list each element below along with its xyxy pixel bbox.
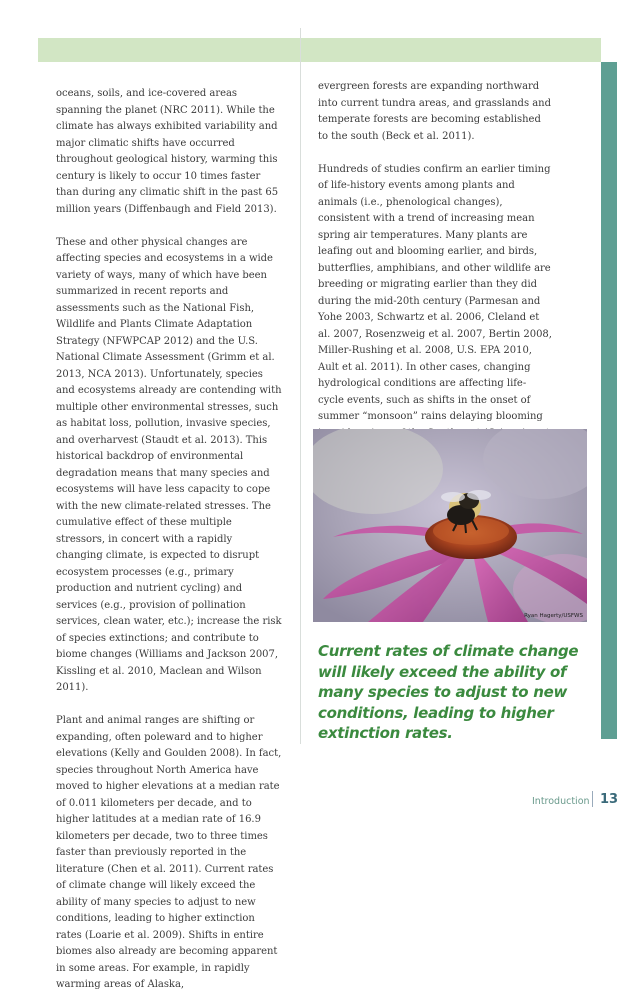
right-paragraph-2: Hundreds of studies confirm an earlier timing of life-history events among plants and animals (i.e., phenological changes), consistent with a trend of increasing mean spring air temperatures. Many plants are leafing out and blooming earlier, and birds, butterflies, amphibians, and other wildlife are breeding or migrating earlier than they did during the mid-20th century (Parmesan and Yohe 2003, Schwartz et al. 2006, Cleland et al. 2007, Rosenzweig et al. 2007, Bertin 2008, Miller-Rushing et al. 2008, U.S. EPA 2010, Ault et al. 2011). In other cases, changing hydrological conditions are affecting life-cycle events, such as shifts in the onset of summer “monsoon” rains delaying blooming [318, 163, 552, 422]
photo-illustration [313, 429, 587, 622]
right-paragraph-1: evergreen forests are expanding northward into current tundra areas, and grasslands and temperate forests are becoming established to the south (Beck et al. 2011). [318, 81, 551, 142]
left-paragraph-2: These and other physical changes are affecting species and ecosystems in a wide variety of ways, many of which have been summarized in recent reports and assessments such as the National Fish, Wildlife and Plants Climate Adaptation Strategy (NFWPCAP 2012) and the U.S. National Climate Assessment (Grimm et al. 2013, NCA 2013). Unfortunately, species and ecosystems already are contending with multiple other environmental stresses, such as habitat loss, pollution, invasive species, and overharvest (Staudt et al. 2013). This historical backdrop of environmental degradation means that many species and ecosystems will have less capacity to cope with the new climate-related stresses. The cumulative effect of these multiple stressors, in concert with a rapidly changing climate, is expected to disrupt ecosystem processes (e.g., primary production and nutrient cycling) and services (e.g., provision of pollination services, clean water, etc.); increase the risk of species extinctions; and contribute to biome changes (Williams and Jackson 2007, Kissling et al. 2010, Maclean and Wilson 2011). [56, 236, 282, 693]
pull-quote: Current rates of climate change will likely exceed the ability of many species to adjust to new conditions, leading to higher extinction rates. [318, 642, 579, 742]
left-paragraph-1: oceans, soils, and ice-covered areas spanning the planet (NRC 2011). While the climate has always exhibited variability and major climatic shifts have occurred throughout geological history, warming this century is likely to occur 10 times faster than during any climatic shift in the past 65 million years (Diffenbaugh and Field 2013). [56, 88, 279, 215]
left-paragraph-3: Plant and animal ranges are shifting or expanding, often poleward and to higher elevations (Kelly and Goulden 2008). In fact, species throughout North America have moved to higher elevations at a median rate of 0.011 kilometers per decade, and to higher latitudes at a median rate of 16.9 kilometers per decade, two to three times faster than previously reported in the literature (Chen et al. 2011). Current rates of climate change will likely exceed the ability of many species to adjust to new conditions, leading to higher extinction rates (Loarie et al. 2009). Shifts in entire biomes also already are becoming apparent in some areas. For example, in rapidly warming areas of Alaska, [56, 715, 282, 990]
page-number: 13 [600, 792, 619, 807]
footer-separator [592, 791, 593, 807]
side-accent-bar [601, 62, 617, 739]
footer-section-title: Introduction [532, 796, 590, 807]
photo-credit: Ryan Hagerty/USFWS [524, 613, 583, 619]
coneflower-bee-photo [313, 429, 587, 622]
left-column [56, 86, 282, 994]
header-band [38, 38, 601, 62]
column-divider [300, 28, 301, 744]
